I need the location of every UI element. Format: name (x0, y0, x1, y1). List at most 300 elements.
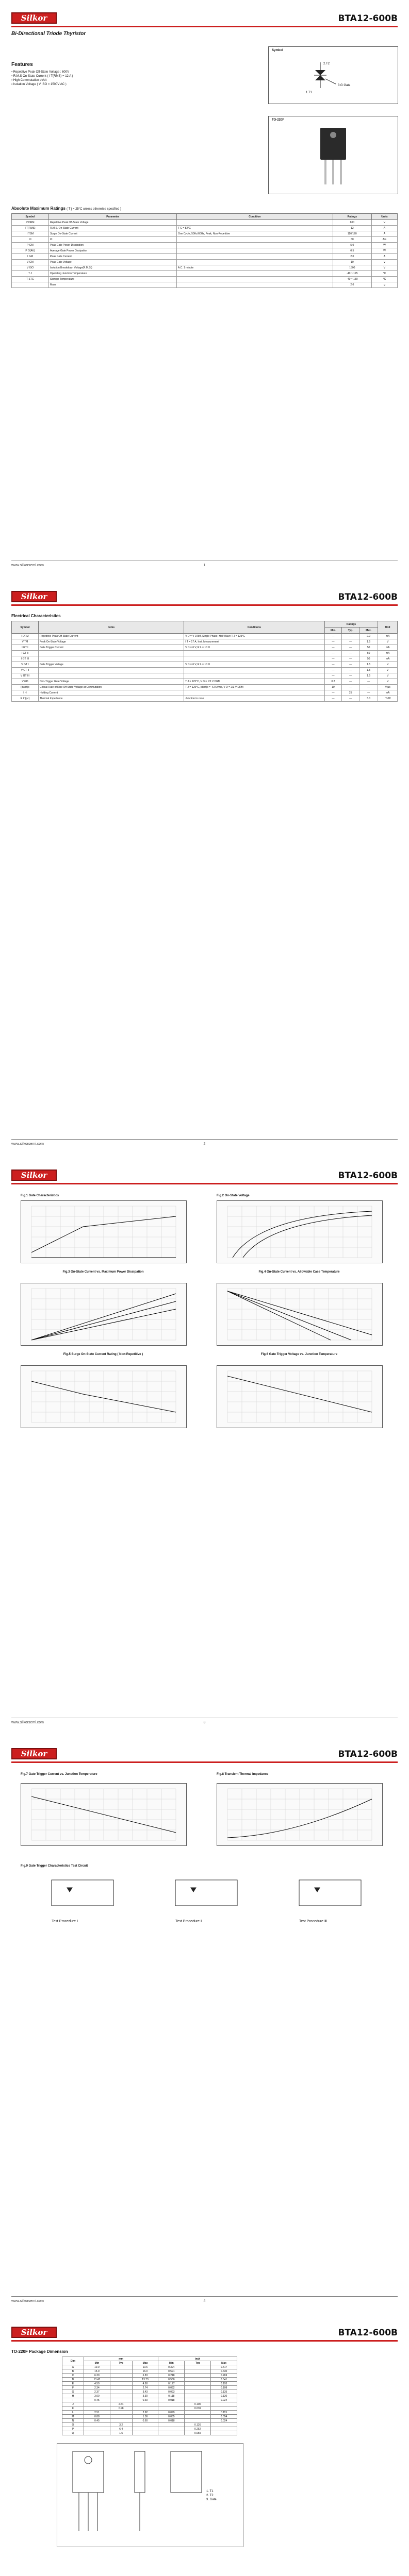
header-rule (11, 2340, 398, 2342)
amr-cell: W (371, 248, 397, 254)
features-list (11, 70, 73, 87)
test-procedure-1: Test Procedure Ⅰ (52, 1920, 78, 1923)
dim-cell (158, 2427, 185, 2431)
amr-cell: I GM (12, 254, 49, 260)
dim-cell: 0.252 (185, 2427, 211, 2431)
fig3-title: Fig.3 On-State Current vs. Maximum Power Dissipation (62, 1270, 144, 1274)
dim-cell (110, 2365, 132, 2369)
dim-cell: 2.51 (84, 2411, 110, 2415)
ec-cell: — (324, 668, 342, 673)
amr-cell: 2.0 (333, 254, 371, 260)
part-number: BTA12-600B (338, 13, 398, 24)
dim-cell: 0.018 (158, 2398, 185, 2402)
amr-row (12, 271, 398, 277)
dim-cell (132, 2423, 158, 2427)
dim-cell (185, 2365, 211, 2369)
ec-cell: Repetitive Peak Off-State Current (38, 634, 184, 639)
package-label: TO-220F (272, 118, 284, 122)
dim-cell (110, 2382, 132, 2386)
amr-cell: Isolation Breakdown Voltage(R.M.S.) (49, 265, 177, 271)
dim-cell: 13.73 (132, 2378, 158, 2382)
page-1 (0, 0, 409, 579)
ec-cell: I GT II (12, 651, 39, 656)
ec-cell: — (324, 634, 342, 639)
amr-cell: °C (371, 271, 397, 277)
dim-cell: 4.90 (132, 2382, 158, 2386)
ec-cell: 3.0 (359, 696, 378, 702)
dim-cell (211, 2402, 237, 2406)
ec-cell: — (324, 639, 342, 645)
amr-cell: I TSM (12, 231, 49, 237)
dim-cell: 15.0 (84, 2369, 110, 2374)
feature-item: ▪ R.M.S On-State Current ( I T(RMS) = 12 A ) (11, 74, 73, 78)
dim-cell: 0.115 (211, 2411, 237, 2415)
ec-cell: — (359, 685, 378, 690)
ec-cell: 25 (342, 690, 359, 696)
ec-cell: V GT I (12, 662, 39, 668)
brand-logo: Silkor (11, 2327, 57, 2338)
amr-cell: I T(RMS) (12, 226, 49, 231)
footer-url: www.silkorsemi.com (11, 564, 44, 567)
ec-cell: V (378, 662, 398, 668)
ec-cell: — (342, 673, 359, 679)
ec-cell: — (342, 634, 359, 639)
dim-cell (211, 2431, 237, 2435)
dim-row (62, 2411, 237, 2415)
feature-item: ▪ Isolation Voltage ( V ISO = 1500V AC ) (11, 82, 73, 87)
amr-row (12, 260, 398, 265)
dim-cell (158, 2431, 185, 2435)
dim-cell: 0.130 (211, 2394, 237, 2398)
dim-cell: 2.92 (132, 2411, 158, 2415)
ec-cell: — (324, 673, 342, 679)
ec-row (12, 673, 398, 679)
dim-cell (132, 2406, 158, 2411)
ec-cell (38, 656, 184, 662)
part-number: BTA12-600B (338, 2328, 398, 2338)
fig2-title: Fig.2 On-State Voltage (217, 1194, 250, 1197)
part-number: BTA12-600B (338, 592, 398, 602)
amr-col-header: Units (371, 214, 397, 220)
col-symbol: Symbol (12, 621, 39, 634)
amr-cell: P GM (12, 243, 49, 248)
amr-cell (176, 248, 333, 254)
dim-cell: 0.269 (211, 2374, 237, 2378)
ec-cell: — (359, 679, 378, 685)
amr-cell: T J (12, 271, 49, 277)
ec-cell (184, 690, 324, 696)
ec-cell: T J = 125°C, V D = 1/2 V DRM (184, 679, 324, 685)
amr-cell: V ISO (12, 265, 49, 271)
ec-cell (184, 656, 324, 662)
dim-cell: N (62, 2419, 84, 2423)
symbol-box (268, 46, 398, 104)
dim-cell: 6.4 (110, 2427, 132, 2431)
dim-cell (110, 2374, 132, 2378)
footer-url: www.silkorsemi.com (11, 1721, 44, 1724)
dim-cell (185, 2374, 211, 2378)
ec-cell: 1.5 (359, 668, 378, 673)
page-5 (0, 2314, 409, 2576)
amr-cell: Peak Gate Current (49, 254, 177, 260)
amr-cell (176, 220, 333, 226)
amr-cell: Mass (49, 282, 177, 288)
dim-cell: 6.30 (84, 2374, 110, 2378)
dim-cell: 0.193 (211, 2382, 237, 2386)
dim-cell: 3.2 (110, 2423, 132, 2427)
dim-row (62, 2365, 237, 2369)
dim-cell (185, 2394, 211, 2398)
dim-cell: 0.024 (211, 2398, 237, 2402)
dim-cell: H (62, 2394, 84, 2398)
amr-cell (176, 254, 333, 260)
pin-t1-label: 1.T1 (306, 91, 313, 94)
ec-cell: V D = 6 V, R L = 10 Ω (184, 662, 324, 668)
ec-cell: mA (378, 651, 398, 656)
fig4-title: Fig.4 On-State Current vs. Allowable Case Temperature (258, 1270, 340, 1274)
dim-cell: 0.092 (158, 2386, 185, 2390)
dim-cell (110, 2386, 132, 2390)
dim-cell (211, 2427, 237, 2431)
page-2 (0, 579, 409, 1157)
ec-row (12, 690, 398, 696)
page-4 (0, 1736, 409, 2314)
dim-cell: 0.60 (132, 2398, 158, 2402)
ec-cell: °C/W (378, 696, 398, 702)
dim-cell: 3.30 (132, 2394, 158, 2398)
ec-cell (38, 673, 184, 679)
dim-cell (84, 2402, 110, 2406)
amr-cell (12, 282, 49, 288)
dim-cell: E (62, 2382, 84, 2386)
fig6-chart (217, 1365, 383, 1428)
dim-cell (185, 2419, 211, 2423)
fig4-curve-b (227, 1291, 351, 1340)
amr-cell: One Cycle, 50Hz/60Hz, Peak, Non-Repetitive (176, 231, 333, 237)
fig1-plot (21, 1201, 186, 1263)
ec-cell: — (342, 662, 359, 668)
amr-cell: Repetitive Peak Off-State Voltage (49, 220, 177, 226)
dim-cell: 0.024 (211, 2419, 237, 2423)
amr-row (12, 237, 398, 243)
ec-cell: — (324, 662, 342, 668)
ec-cell: — (324, 656, 342, 662)
footer-url: www.silkorsemi.com (11, 2299, 44, 2303)
electrical-heading: Electrical Characteristics (11, 614, 61, 618)
amr-cell: g (371, 282, 397, 288)
ec-cell: — (324, 645, 342, 651)
ec-cell: Thermal Impedance (38, 696, 184, 702)
dim-cell: 0.135 (211, 2390, 237, 2394)
dim-cell: 1.36 (132, 2415, 158, 2419)
dim-row (62, 2398, 237, 2402)
amr-cell: 60 (333, 237, 371, 243)
part-number: BTA12-600B (338, 1171, 398, 1181)
ec-row (12, 639, 398, 645)
dim-row (62, 2415, 237, 2419)
ec-cell: — (342, 651, 359, 656)
dim-cell: 0.394 (158, 2365, 185, 2369)
ec-row (12, 668, 398, 673)
dim-cell: 0.099 (158, 2411, 185, 2415)
ec-cell (38, 651, 184, 656)
ec-cell: 0.2 (324, 679, 342, 685)
dim-cell: 0.108 (211, 2386, 237, 2390)
triac-symbol-icon (269, 47, 398, 104)
amr-cell (176, 260, 333, 265)
fig4-chart (217, 1283, 383, 1346)
amr-cell: W (371, 243, 397, 248)
brand-logo: Silkor (11, 1748, 57, 1759)
part-number: BTA12-600B (338, 1749, 398, 1759)
ec-cell: — (342, 685, 359, 690)
footer-rule (11, 2296, 398, 2297)
dim-cell (110, 2419, 132, 2423)
brand-logo: Silkor (11, 1170, 57, 1181)
col-ratings: Ratings (324, 621, 378, 628)
dim-cell: J (62, 2402, 84, 2406)
amr-cell: A.C. 1 minute (176, 265, 333, 271)
amr-row (12, 282, 398, 288)
electrical-table (11, 621, 398, 702)
ec-cell: I GT III (12, 656, 39, 662)
dim-row (62, 2369, 237, 2374)
pin-list: 1. T1 2. T2 3. Gate (206, 2490, 217, 2501)
dim-cell: G (62, 2390, 84, 2394)
amr-cell: A²s (371, 237, 397, 243)
dim-cell (110, 2378, 132, 2382)
dim-cell (185, 2382, 211, 2386)
dim-cell (84, 2406, 110, 2411)
amr-row (12, 220, 398, 226)
dim-cell: 0.018 (158, 2419, 185, 2423)
fig2-chart (217, 1200, 383, 1263)
dim-cell: 0.45 (84, 2419, 110, 2423)
amr-cell (176, 282, 333, 288)
ec-cell: — (324, 696, 342, 702)
device-subtitle: Bi-Directional Triode Thyristor (11, 31, 86, 37)
page-number: 1 (203, 564, 206, 567)
dim-cell: 0.630 (211, 2369, 237, 2374)
fig5-chart (21, 1365, 187, 1428)
amr-cell: I²t (12, 237, 49, 243)
dim-row (62, 2386, 237, 2390)
ec-cell: V (378, 668, 398, 673)
ec-cell: V (378, 679, 398, 685)
dim-cell (110, 2369, 132, 2374)
ec-cell: V D = V DRM, Single Phase, Half Wave T J = 125°C (184, 634, 324, 639)
dim-cell: 0.177 (158, 2382, 185, 2386)
ec-cell: — (342, 668, 359, 673)
dim-cell: 2.74 (132, 2386, 158, 2390)
ec-cell: — (342, 645, 359, 651)
ec-cell: 1.5 (359, 662, 378, 668)
ec-cell: Junction to case (184, 696, 324, 702)
dim-row (62, 2431, 237, 2435)
fig2-curve-a (233, 1211, 372, 1258)
dim-cell: 2.54 (110, 2402, 132, 2406)
header-rule (11, 1761, 398, 1763)
ec-row (12, 645, 398, 651)
ec-cell: 50 (359, 645, 378, 651)
dim-cell: 3.43 (132, 2390, 158, 2394)
dim-row (62, 2419, 237, 2423)
ec-row (12, 679, 398, 685)
col-max: Max. (359, 628, 378, 634)
page-number: 2 (203, 1142, 206, 1146)
dim-cell: F (62, 2386, 84, 2390)
amr-cell: A (371, 254, 397, 260)
fig4-plot (217, 1283, 382, 1345)
amr-row (12, 277, 398, 282)
fig5-title: Fig.5 Surge On-State Current Rating ( Non-Repetitive ) (63, 1353, 143, 1356)
dim-cell: 0.541 (211, 2378, 237, 2382)
amr-cell: Peak Gate Voltage (49, 260, 177, 265)
dim-row (62, 2402, 237, 2406)
dim-cell (132, 2402, 158, 2406)
page-3 (0, 1157, 409, 1736)
dim-cell (185, 2415, 211, 2419)
fig8-chart (217, 1783, 383, 1846)
ec-row (12, 651, 398, 656)
ec-cell: — (324, 690, 342, 696)
ec-cell: I H (12, 690, 39, 696)
dim-cell: O (62, 2423, 84, 2427)
amr-cell: T STG (12, 277, 49, 282)
amr-cell: 600 (333, 220, 371, 226)
dim-cell: 0.039 (185, 2406, 211, 2411)
ec-cell: (dv/dt)c (12, 685, 39, 690)
dim-cell: 0.88 (84, 2415, 110, 2419)
dim-cell: 0.45 (84, 2398, 110, 2402)
dim-cell: 10.6 (132, 2365, 158, 2369)
dim-row (62, 2427, 237, 2431)
ec-cell: I T = 17 A, Inst. Measurement (184, 639, 324, 645)
ec-cell (184, 668, 324, 673)
dim-cell: 6.83 (132, 2374, 158, 2378)
dim-cell: 0.100 (185, 2402, 211, 2406)
amr-row (12, 226, 398, 231)
dim-cell: 0.98 (110, 2406, 132, 2411)
ec-cell (38, 668, 184, 673)
footer-url: www.silkorsemi.com (11, 1142, 44, 1146)
ec-cell: V D = 6 V, R L = 10 Ω (184, 645, 324, 651)
ec-cell (184, 673, 324, 679)
dim-cell (110, 2411, 132, 2415)
amr-cell (176, 277, 333, 282)
amr-row (12, 254, 398, 260)
amr-col-header: Condition (176, 214, 333, 220)
dim-cell (185, 2386, 211, 2390)
ec-cell: V (378, 673, 398, 679)
amr-cell: 10 (333, 260, 371, 265)
dim-row (62, 2378, 237, 2382)
package-photo-icon (269, 116, 398, 194)
page-number: 4 (203, 2299, 206, 2303)
ec-cell: Holding Current (38, 690, 184, 696)
amr-table (11, 213, 398, 288)
ec-cell: V GT III (12, 673, 39, 679)
amr-cell: A (371, 226, 397, 231)
amr-cell: Storage Temperature (49, 277, 177, 282)
dim-cell: I (62, 2398, 84, 2402)
dim-cell (110, 2398, 132, 2402)
dim-cell: 0.530 (158, 2378, 185, 2382)
ec-row (12, 685, 398, 690)
amr-col-header: Ratings (333, 214, 371, 220)
dim-cell: 0.059 (185, 2431, 211, 2435)
dim-cell: 0.126 (185, 2423, 211, 2427)
ec-cell: — (342, 696, 359, 702)
amr-cell: 2.0 (333, 282, 371, 288)
amr-cell: Average Gate Power Dissipation (49, 248, 177, 254)
dim-row (62, 2406, 237, 2411)
amr-cell: V DRM (12, 220, 49, 226)
ec-cell: Non-Trigger Gate Voltage (38, 679, 184, 685)
ec-cell: V GD (12, 679, 39, 685)
page-number: 3 (203, 1721, 206, 1724)
fig8-plot (217, 1784, 382, 1845)
header-rule (11, 604, 398, 606)
dim-row (62, 2423, 237, 2427)
ec-cell: mA (378, 634, 398, 639)
amr-cell: P G(AV) (12, 248, 49, 254)
ec-cell: V GT II (12, 668, 39, 673)
ec-cell: V TM (12, 639, 39, 645)
ec-cell: Gate Trigger Voltage (38, 662, 184, 668)
dim-table: Dim mm inch Min Typ Max Min Typ Max A 10.0 10.6 0.394 0.417 B 15.0 16.0 0.591 0.630 C 6.30 6.83 0.248 0.269 D 13.47 13.73 0.530 0.541 E 4.50 4.90 0.177 0.193 F 2.34 2.74 0.092 0.108 G 2.37 3.43 0.093 0.135 H 3.00 3.30 0.118 0.130 I 0.45 0.60 0.018 0.024 J 2.54 0.100 K 0.98 0.039 L 2.51 2.92 0.099 0.115 M 0.88 1.36 0.035 0.054 N 0.45 0.60 0.018 0.024 O 3.2 0.126 P 6.4 0.252 Q 1.5 0.059 (62, 2357, 237, 2435)
ec-cell: — (359, 690, 378, 696)
col-typ: Typ. (342, 628, 359, 634)
dim-cell (158, 2423, 185, 2427)
dim-cell (211, 2406, 237, 2411)
dim-cell (185, 2411, 211, 2415)
brand-logo: Silkor (11, 12, 57, 24)
pin-gate-label: 3.G Gate (338, 84, 351, 87)
pin-t2-label: 2.T2 (323, 62, 330, 65)
ec-row (12, 656, 398, 662)
dim-row (62, 2390, 237, 2394)
amr-cell (176, 271, 333, 277)
header-rule (11, 1183, 398, 1184)
ec-cell: 1.5 (359, 673, 378, 679)
ec-cell: 2.0 (359, 634, 378, 639)
col-items: Items (38, 621, 184, 634)
dim-cell (110, 2390, 132, 2394)
amr-col-header: Symbol (12, 214, 49, 220)
dim-cell (110, 2415, 132, 2419)
ec-cell: Gate Trigger Current (38, 645, 184, 651)
dim-cell (110, 2394, 132, 2398)
dim-cell: 13.47 (84, 2378, 110, 2382)
dim-cell: C (62, 2374, 84, 2378)
test-procedure-2: Test Procedure Ⅱ (175, 1920, 203, 1923)
amr-cell: 5.0 (333, 243, 371, 248)
fig9-title: Fig.9 Gate Trigger Characteristics Test Circuit (21, 1865, 88, 1868)
feature-item: ▪ High Commutation dv/dt (11, 78, 73, 82)
amr-cell: V (371, 260, 397, 265)
dim-cell: 0.054 (211, 2415, 237, 2419)
dim-cell: 2.34 (84, 2386, 110, 2390)
dim-cell (84, 2431, 110, 2435)
dim-cell: 0.60 (132, 2419, 158, 2423)
dim-cell (211, 2423, 237, 2427)
dim-cell: K (62, 2406, 84, 2411)
dim-cell: 2.37 (84, 2390, 110, 2394)
dim-cell: L (62, 2411, 84, 2415)
ec-row (12, 662, 398, 668)
header-rule (11, 26, 398, 27)
